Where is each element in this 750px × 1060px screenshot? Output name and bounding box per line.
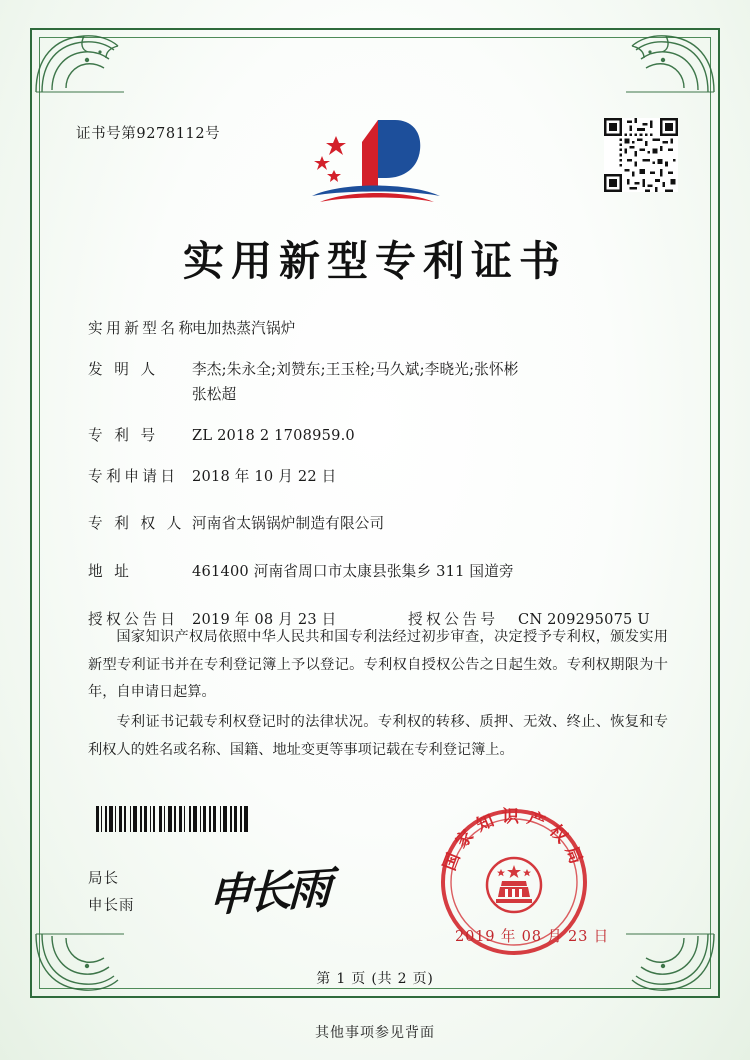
- footer-note: 其他事项参见背面: [315, 1025, 435, 1041]
- field-label: 授权公告日: [88, 611, 179, 629]
- qr-code-icon: [604, 118, 678, 192]
- field-label: 专 利 号: [88, 426, 159, 444]
- inventors-line-1: 李杰;朱永全;刘赞东;王玉栓;马久斌;李晓光;张怀彬: [192, 360, 519, 378]
- field-label: 授权公告号: [408, 611, 499, 629]
- field-row-patent-number: [88, 425, 670, 447]
- field-label: 专利申请日: [88, 467, 179, 485]
- field-value: 2018 年 10 月 22 日: [192, 467, 337, 485]
- inventors-line-2: 张松超: [192, 385, 237, 403]
- director-name: 申长雨: [88, 897, 135, 914]
- field-value: 电加热蒸汽锅炉: [192, 320, 296, 337]
- patent-fields: [88, 318, 670, 650]
- field-row-application-date: [88, 466, 670, 488]
- field-value: CN 209295075 U: [518, 611, 650, 629]
- field-label: 发 明 人: [88, 360, 159, 378]
- field-label: 实用新型名称: [88, 320, 197, 337]
- field-row-address: [88, 561, 670, 583]
- svg-text:国家知识产权局: 国家知识产权局: [439, 807, 589, 874]
- certificate-number: 证书号第9278112号: [76, 126, 221, 142]
- paragraph-2: 专利证书记载专利权登记时的法律状况。专利权的转移、质押、无效、终止、恢复和专利权人的姓名或名称、国籍、地址变更等事项记载在专利登记簿上。: [88, 714, 668, 758]
- page-title: 实用新型专利证书: [183, 237, 567, 285]
- cnipa-logo-icon: [300, 112, 450, 208]
- barcode: [96, 806, 282, 832]
- field-value: 2019 年 08 月 23 日: [192, 611, 337, 629]
- field-label: 专 利 权 人: [88, 515, 185, 533]
- corner-ornament-icon: [622, 30, 718, 96]
- field-label: 地 址: [88, 563, 133, 581]
- director-title: [88, 866, 135, 920]
- field-row-utility-model-name: [88, 318, 670, 340]
- field-row-patentee: [88, 513, 670, 535]
- field-value: 河南省太锅锅炉制造有限公司: [192, 515, 385, 533]
- field-value: ZL 2018 2 1708959.0: [192, 426, 355, 444]
- corner-ornament-icon: [32, 30, 128, 96]
- handwritten-signature: 申长雨: [207, 862, 329, 923]
- field-row-inventors: [88, 359, 670, 406]
- field-value: 461400 河南省周口市太康县张集乡 311 国道旁: [192, 563, 514, 581]
- seal-date: 2019 年 08 月 23 日: [455, 928, 610, 945]
- legal-text: [88, 624, 668, 766]
- page-number: 第 1 页 (共 2 页): [316, 971, 434, 987]
- field-value: [192, 359, 670, 406]
- director-label: 局长: [88, 871, 119, 887]
- paragraph-1: 国家知识产权局依照中华人民共和国专利法经过初步审查，决定授予专利权，颁发实用新型专利证书并在专利登记簿上予以登记。专利权自授权公告之日起生效。专利权期限为十年，自申请日起算。: [88, 629, 668, 701]
